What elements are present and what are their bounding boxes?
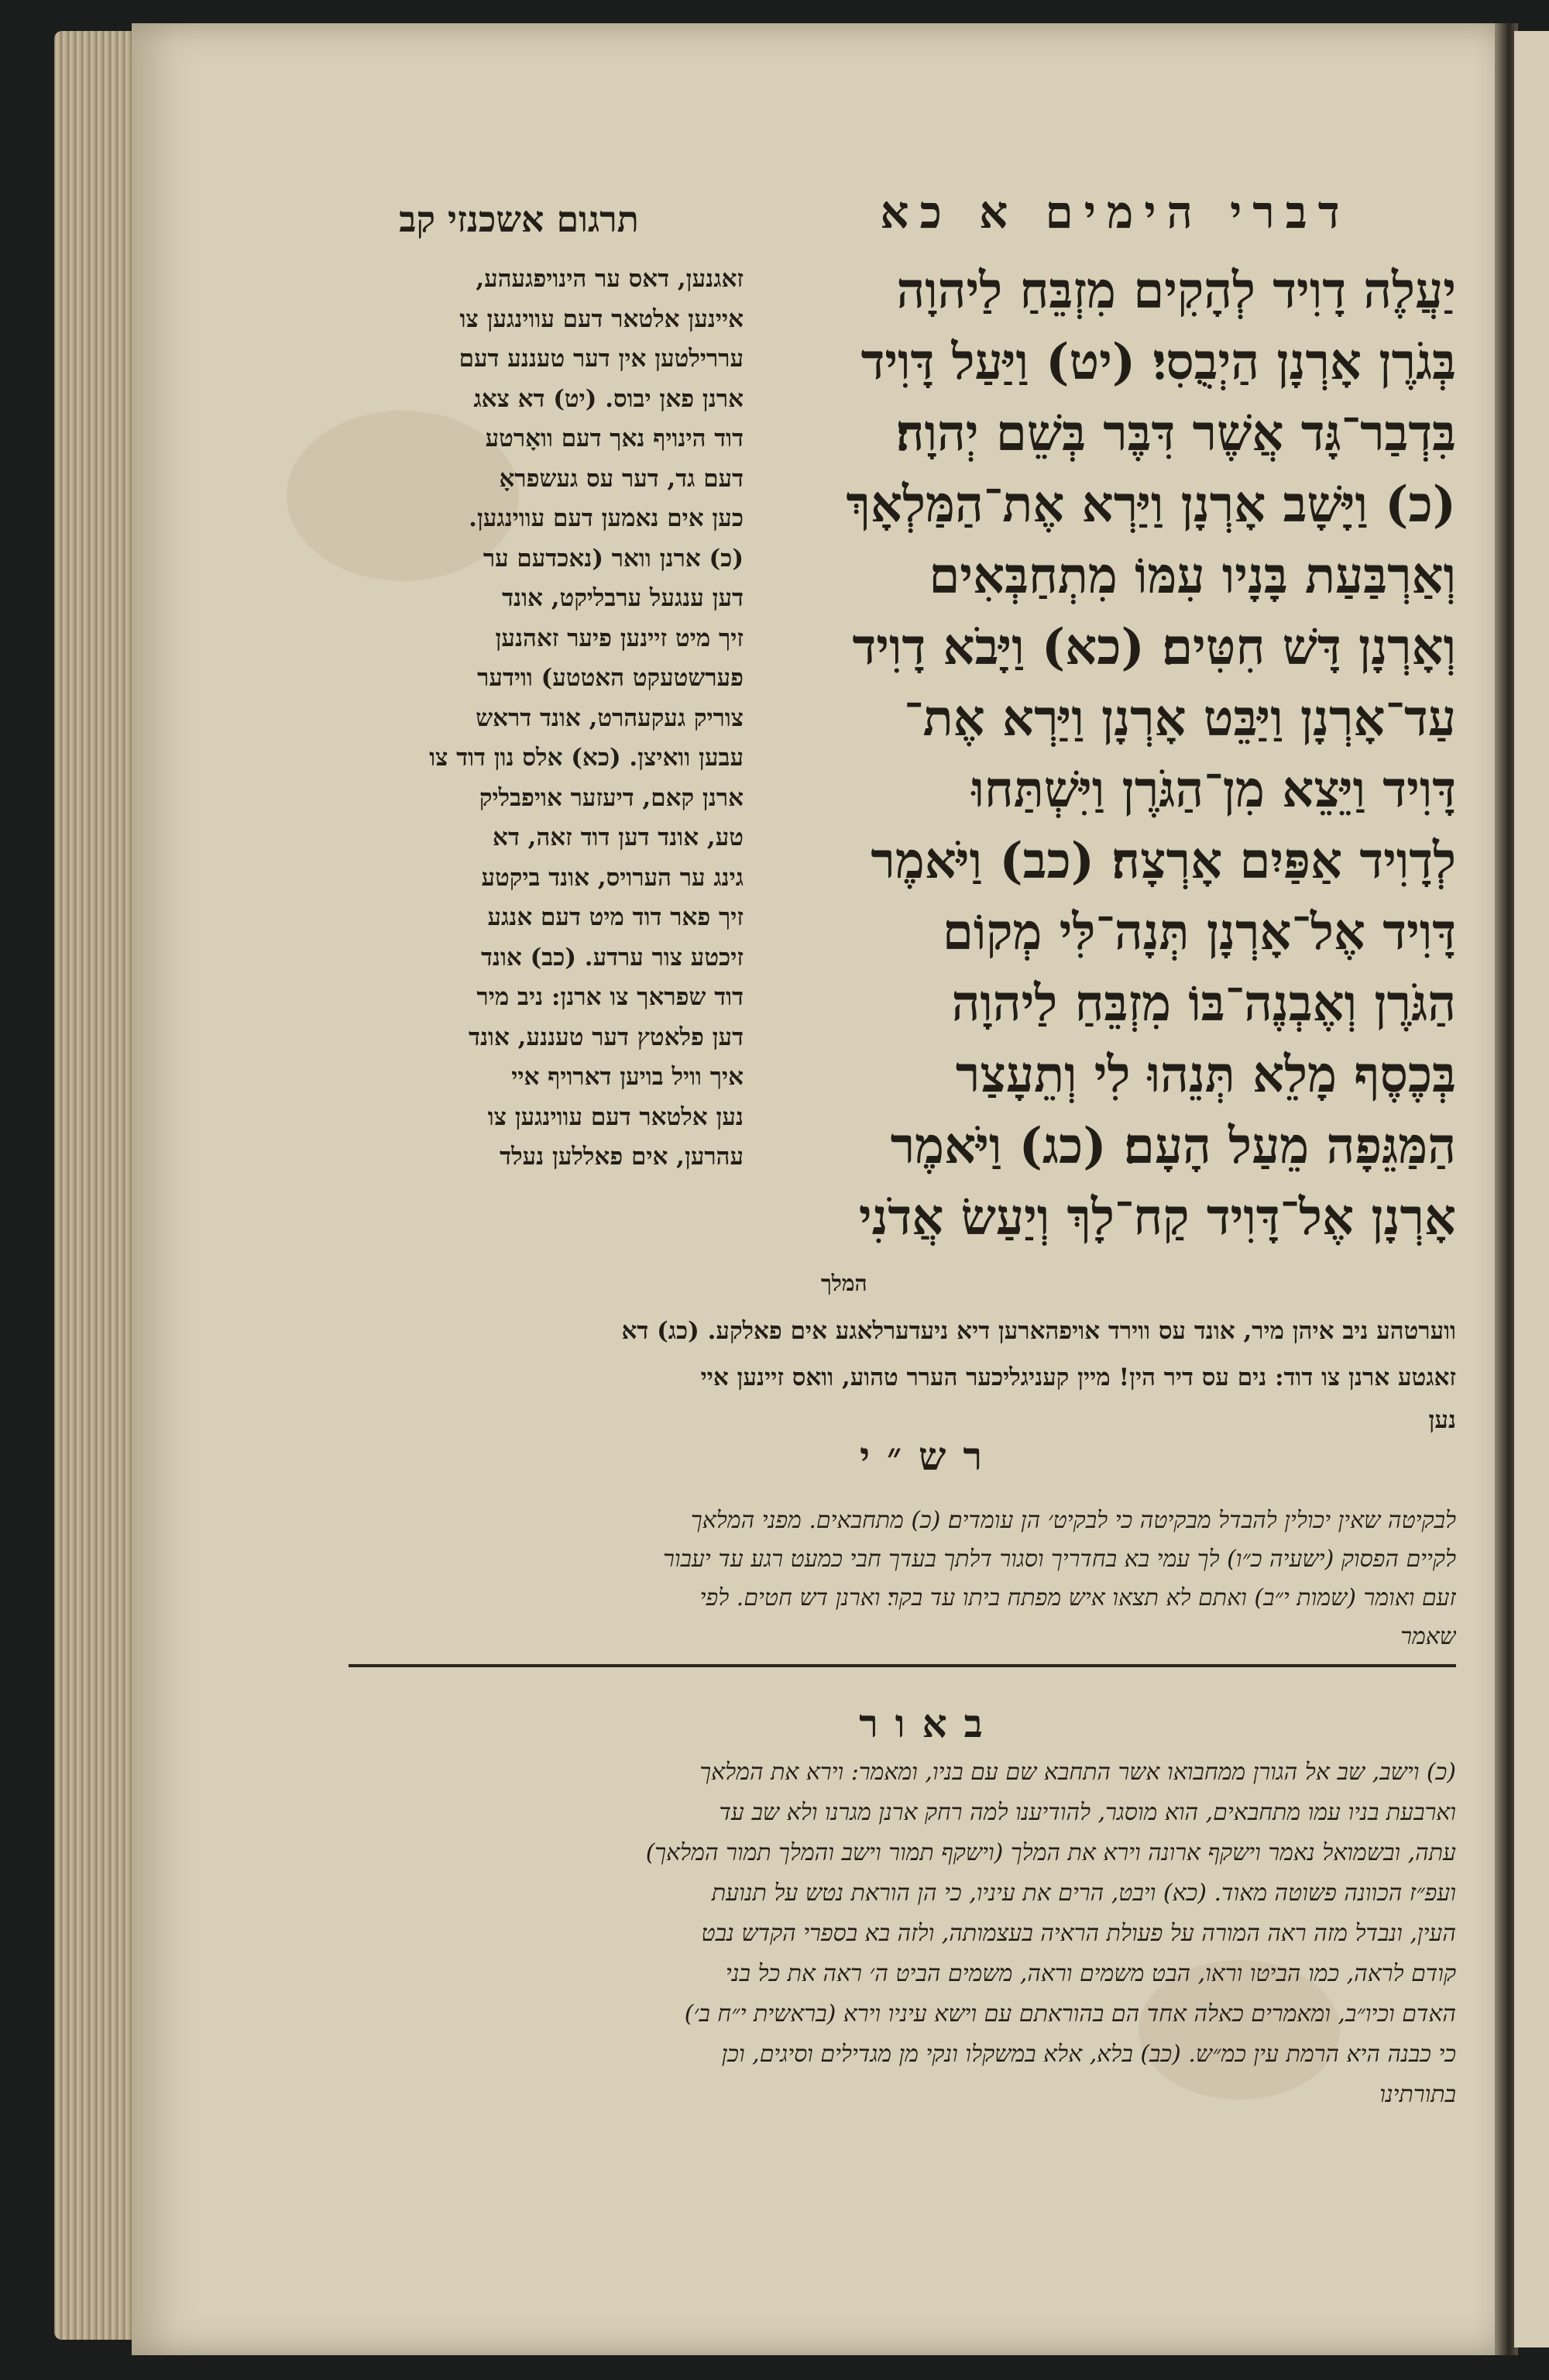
bible-line: וְאַרְבַּעַת בָּנָיו עִמּוֹ מִתְחַבְּאִים — [929, 547, 1456, 605]
bible-line: בִּדְבַר־גָּד אֲשֶׁר דִּבֶּר בְּשֵׁם יְהוָה׃ — [895, 404, 1456, 463]
targum-line: זיך פאר דוד מיט דעם אנגע — [487, 903, 744, 931]
targum-line: דען ענגעל ערבליקט, אונד — [502, 584, 744, 612]
rashi-title: רש״י — [859, 1433, 1000, 1479]
bible-line: דָּוִיד אֶל־אָרְנָן תְּנָה־לִּי מְקוֹם — [942, 903, 1456, 961]
targum-line: ארנן קאם, דיעזער אויפבליק — [479, 783, 744, 812]
targum-column — [341, 260, 744, 1178]
targum-line: פערשטעקט האטטע) ווידער — [477, 664, 744, 692]
targum-line: ארנן פאן יבוס. (יט) דא צאג — [473, 384, 744, 413]
biur-line: וארבעת בניו עמו מתחבאים, הוא מוסגר, להודיענו למה רחק ארנן מגרנו ולא שב עד — [719, 1799, 1456, 1826]
biur-title: באור — [859, 1701, 1000, 1746]
biur-line: (כ) וישב, שב אל הגורן ממחבואו אשר התחבא שם עם בניו, ומאמר: וירא את המלאך — [699, 1759, 1456, 1786]
targum-line: עררילטען אין דער טעננע דעם — [459, 345, 744, 373]
running-header-targum: תרגום אשכנזי קב — [399, 198, 639, 240]
bible-text-column — [774, 256, 1456, 1254]
rashi-line: לקיים הפסוק (ישעיה כ״ו) לך עמי בא בחדריך וסגור דלתך בעדך חבי כמעט רגע עד יעבור — [663, 1546, 1456, 1573]
bible-line: בְּגֹרֶן אָרְנָן הַיְבֻסִי׃ (יט) וַיַּעַל דָּוִיד — [860, 333, 1456, 391]
bible-line: אָרְנָן אֶל־דָּוִיד קַח־לָךְ וְיַעַשׂ אֲדֹנִי — [858, 1188, 1456, 1247]
section-divider — [349, 1664, 1456, 1667]
biur-line: עתה, ובשמואל נאמר וישקף ארונה וירא את המלך (וישקף תמור וישב והמלך תמור המלאך) — [645, 1839, 1456, 1866]
biur-line: האדם וכיו״ב, ומאמרים כאלה אחד הם בהוראתם עם וישא עיניו וירא (בראשית י״ח ב׳) — [684, 2000, 1456, 2027]
targum-line: זאגנען, דאס ער הינויפגעהע, — [476, 265, 744, 293]
bible-line: בְּכֶסֶף מָלֵא תְּנֵהוּ לִי וְתֵעָצַר — [955, 1046, 1456, 1104]
bible-line: (כ) וַיָּשָׁב אָרְנָן וַיַּרְא אֶת־הַמַּלְאָךְ — [846, 476, 1456, 534]
targum-line: טע, אונד דען דוד זאה, דא — [493, 824, 744, 851]
running-header-book: דברי הימים א כא — [880, 186, 1351, 239]
biur-line: ועפ״ז הכוונה פשוטה מאוד. (כא) ויבט, הרים את עיניו, כי הן הוראת נטש על תנועת — [711, 1880, 1456, 1907]
targum-line: דוד שפראך צו ארנן: ניב מיר — [476, 983, 744, 1011]
targum-line: עהרען, אים פאללען נעלד — [500, 1143, 744, 1171]
targum-line: איך וויל בויען דארויף איי — [511, 1063, 744, 1091]
targum-line: זיך מיט זיינען פיער זאהנען — [495, 624, 744, 652]
bible-line: עַד־אָרְנָן וַיַּבֵּט אָרְנָן וַיַּרְא אֶת־ — [904, 690, 1456, 748]
rashi-line: שאמר — [1400, 1623, 1456, 1650]
biur-line: קודם לראה, כמו הביטו וראו, הבט משמים וראה, משמים הביט ה׳ ראה את כל בני — [725, 1960, 1456, 1987]
bible-line: דָּוִיד וַיֵּצֵא מִן־הַגֹּרֶן וַיִּשְׁתַּחוּ — [971, 761, 1456, 819]
targum-line: צוריק געקעהרט, אונד דראש — [476, 703, 744, 732]
targum-line: איינען אלטאר דעם עווינגען צו — [459, 304, 744, 333]
bible-line: יַעֲלֶה דָוִיד לְהָקִים מִזְבֵּחַ לַיהוָה — [896, 262, 1456, 320]
biur-line: העין, ונבדל מזה ראה המורה על פעולת הראיה בעצמותה, ולזה בא בספרי הקדש נבט — [701, 1920, 1456, 1947]
targum-line: (כ) ארנן וואר (נאכדעם ער — [483, 544, 744, 573]
targum-continuation-line: ווערטהע ניב איהן מיר, אונד עס ווירד אויפהארען דיא ניעדערלאגע אים פאלקע. (כג) דא — [621, 1317, 1456, 1345]
rashi-line: לבקיטה שאין יכולין להבדל מבקיטה כי לבקיט׳ הן עומדים׃ (כ) מתחבאים. מפני המלאך — [691, 1507, 1456, 1534]
biur-line: בתורתינו — [1379, 2081, 1456, 2108]
targum-line: גינג ער הערויס, אונד ביקטע — [481, 863, 744, 892]
targum-line: כען אים נאמען דעם עווינגען. — [469, 504, 744, 532]
next-page-edge — [1514, 31, 1549, 2347]
targum-line: דעם גד, דער עס געשפראָ — [499, 464, 744, 493]
targum-line: דוד הינויף נאך דעם וואָרטע — [485, 425, 744, 452]
bible-line: לְדָוִיד אַפַּיִם אָרְצָה׃ (כב) וַיֹּאמֶר — [871, 832, 1456, 890]
targum-line: עבען וואיצן. (כא) אלס נון דוד צו — [429, 744, 744, 772]
targum-continuation-line: נען — [1428, 1406, 1456, 1434]
bible-line: הַמַּגֵּפָה מֵעַל הָעָם׃ (כג) וַיֹּאמֶר — [890, 1117, 1456, 1175]
biur-line: כי כבנה היא הרמת עין כמ״ש. (כב) בלא, אלא במשקלו ונקי מן מגדילים וסיגים, וכן — [721, 2041, 1456, 2068]
targum-line: נען אלטאר דעם עווינגען צו — [487, 1102, 744, 1131]
bible-line: וְאָרְנָן דָּשׁ חִטִּים׃ (כא) וַיָּבֹא דָוִיד — [852, 618, 1456, 676]
catchword: המלך — [821, 1271, 867, 1296]
targum-line: דען פלאטץ דער טעננע, אונד — [469, 1023, 744, 1051]
rashi-line: זעם ואומר (שמות י״ב) ואתם לא תצאו איש מפתח ביתו עד בקר׃ וארנן דש חטים. לפי — [699, 1584, 1456, 1611]
targum-line: זיכטע צור ערדע. (כב) אונד — [480, 943, 744, 972]
targum-continuation-line: זאגטע ארנן צו דוד: נים עס דיר הין! מיין קעניגליכער הערר טהוע, וואס זיינען איי — [700, 1364, 1456, 1391]
bible-line: הַגֹּרֶן וְאֶבְנֶה־בּוֹ מִזְבֵּחַ לַיהוָה — [951, 975, 1456, 1033]
